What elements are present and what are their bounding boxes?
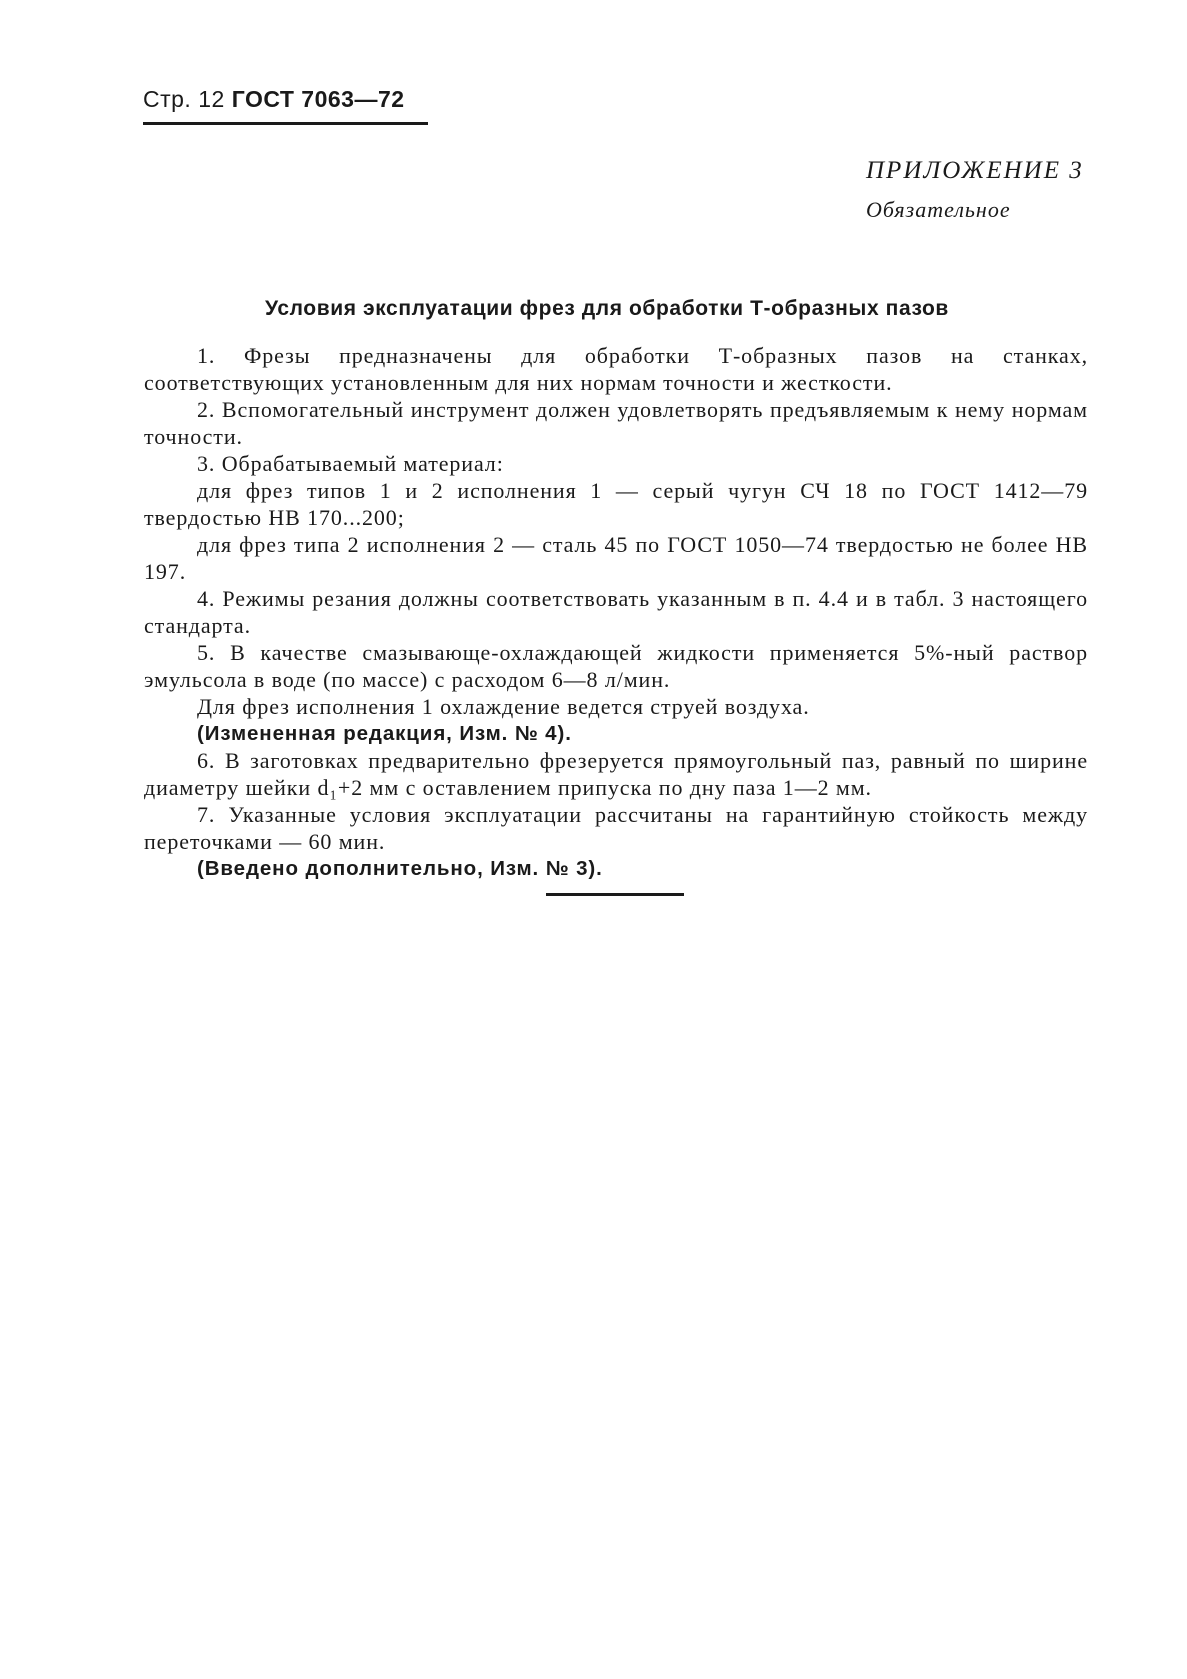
paragraph-5-air-cooling: Для фрез исполнения 1 охлаждение ведется струей воздуха. [197,694,810,719]
paragraph-3: 3. Обрабатываемый материал: [197,451,504,476]
paragraph-6: 6. В заготовках предварительно фрезеруется прямоугольный паз, равный по ширине диаметру шейки d₁+2 мм с оставлением припуска по дну паза 1—2 мм. [144,748,1088,800]
paragraph-3-steel: для фрез типа 2 исполнения 2 — сталь 45 по ГОСТ 1050—74 твердостью не более НВ 197. [144,532,1088,584]
paragraph-2: 2. Вспомогательный инструмент должен удовлетворять предъявляемым к нему нормам точности. [144,397,1088,449]
page-header [143,86,405,113]
page-number: Стр. 12 [143,86,225,112]
end-rule [546,893,684,896]
paragraph-7: 7. Указанные условия эксплуатации рассчитаны на гарантийную стойкость между переточками — 60 мин. [144,802,1088,854]
amendment-note-4: (Измененная редакция, Изм. № 4). [197,722,572,745]
body-text [144,342,1088,882]
standard-designation: ГОСТ 7063—72 [231,86,405,112]
appendix-label: ПРИЛОЖЕНИЕ 3 [866,157,1084,184]
header-rule [143,122,428,125]
section-title: Условия эксплуатации фрез для обработки Т-образных пазов [265,297,949,320]
paragraph-5: 5. В качестве смазывающе-охлаждающей жидкости применяется 5%-ный раствор эмульсола в воде (по массе) с расходом 6—8 л/мин. [144,640,1088,692]
paragraph-3-cast-iron: для фрез типов 1 и 2 исполнения 1 — серый чугун СЧ 18 по ГОСТ 1412—79 твердостью НВ 170...200; [144,478,1088,530]
appendix-status: Обязательное [866,197,1011,222]
amendment-note-3: (Введено дополнительно, Изм. № 3). [197,857,603,880]
paragraph-4: 4. Режимы резания должны соответствовать указанным в п. 4.4 и в табл. 3 настоящего стандарта. [144,586,1088,638]
paragraph-1: 1. Фрезы предназначены для обработки Т-образных пазов на станках, соответствующих установленным для них нормам точности и жесткости. [144,343,1088,395]
